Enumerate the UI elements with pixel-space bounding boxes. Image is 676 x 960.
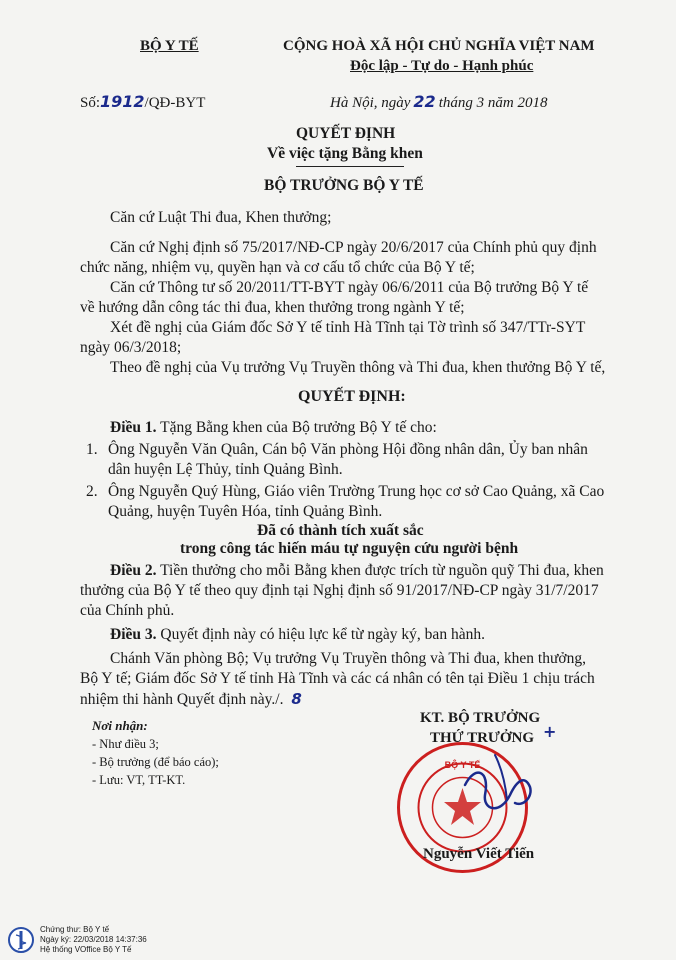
cert-line: Chứng thư: Bộ Y tế bbox=[40, 925, 110, 934]
achievement-line: trong công tác hiến máu tự nguyện cứu người bệnh bbox=[180, 540, 519, 557]
recipients-title: Nơi nhận: bbox=[92, 718, 148, 733]
preamble-line: Căn cứ Thông tư số 20/2011/TT-BYT ngày 06/6/2011 của Bộ trưởng Bộ Y tế bbox=[110, 279, 589, 296]
article-3-line: Bộ Y tế; Giám đốc Sở Y tế tỉnh Hà Tĩnh và các cá nhân có tên tại Điều 1 chịu trách bbox=[80, 670, 595, 687]
achievement-line: Đã có thành tích xuất sắc bbox=[257, 522, 424, 539]
preamble-line: về hướng dẫn công tác thi đua, khen thưởng trong ngành Y tế; bbox=[80, 299, 465, 316]
handwritten-number: 1912 bbox=[100, 92, 145, 111]
article-3-line: nhiệm thi hành Quyết định này./. 8 bbox=[80, 690, 302, 708]
preamble-line: Căn cứ Luật Thi đua, Khen thưởng; bbox=[110, 209, 332, 226]
article-3-line: Chánh Văn phòng Bộ; Vụ trưởng Vụ Truyền thông và Thi đua, khen thưởng, bbox=[110, 650, 586, 667]
seal-text: BỘ Y TẾ bbox=[444, 760, 481, 770]
list-item: Quảng, huyện Tuyên Hóa, tỉnh Quảng Bình. bbox=[108, 503, 383, 520]
preamble-line: chức năng, nhiệm vụ, quyền hạn và cơ cấu tổ chức của Bộ Y tế; bbox=[80, 259, 475, 276]
tick-mark: + bbox=[543, 722, 557, 741]
list-item: dân huyện Lệ Thủy, tỉnh Quảng Bình. bbox=[108, 461, 343, 478]
list-item-number: 2. bbox=[86, 483, 98, 500]
recipient-item: - Lưu: VT, TT-KT. bbox=[92, 773, 186, 787]
ministry-name: BỘ Y TẾ bbox=[140, 38, 199, 54]
article-2: Điều 2. Tiền thưởng cho mỗi Bằng khen được trích từ nguồn quỹ Thi đua, khen bbox=[110, 562, 604, 579]
recipient-item: - Như điều 3; bbox=[92, 737, 159, 751]
handwritten-signature bbox=[455, 745, 545, 830]
authority-title: BỘ TRƯỞNG BỘ Y TẾ bbox=[264, 177, 424, 194]
article-1: Điều 1. Tặng Bằng khen của Bộ trưởng Bộ Y tế cho: bbox=[110, 419, 437, 436]
preamble-line: ngày 06/3/2018; bbox=[80, 339, 182, 356]
list-item: Ông Nguyễn Văn Quân, Cán bộ Văn phòng Hội đồng nhân dân, Ủy ban nhân bbox=[108, 441, 588, 458]
article-2-line: thưởng của Bộ Y tế theo quy định tại Nghị định số 91/2017/NĐ-CP ngày 31/7/2017 bbox=[80, 582, 599, 599]
nation-title: CỘNG HOÀ XÃ HỘI CHỦ NGHĨA VIỆT NAM bbox=[283, 38, 595, 54]
handwritten-mark: 8 bbox=[291, 690, 302, 708]
article-3: Điều 3. Quyết định này có hiệu lực kể từ ngày ký, ban hành. bbox=[110, 626, 485, 643]
decision-number: Số:1912/QĐ-BYT bbox=[80, 92, 206, 111]
nation-motto: Độc lập - Tự do - Hạnh phúc bbox=[350, 58, 534, 74]
signature-role: THỨ TRƯỞNG bbox=[430, 730, 535, 746]
preamble-line: Theo đề nghị của Vụ trưởng Vụ Truyền thông và Thi đua, khen thưởng Bộ Y tế, bbox=[110, 359, 606, 376]
signer-name: Nguyễn Viết Tiến bbox=[423, 846, 535, 862]
handwritten-day: 22 bbox=[413, 92, 436, 111]
decision-subject: Về việc tặng Bằng khen bbox=[267, 145, 423, 162]
list-item: Ông Nguyễn Quý Hùng, Giáo viên Trường Trung học cơ sở Cao Quảng, xã Cao bbox=[108, 483, 605, 500]
recipient-item: - Bộ trưởng (để báo cáo); bbox=[92, 755, 219, 769]
preamble-line: Xét đề nghị của Giám đốc Sở Y tế tỉnh Hà Tĩnh tại Tờ trình số 347/TTr-SYT bbox=[110, 319, 586, 336]
decision-date: Hà Nội, ngày 22 tháng 3 năm 2018 bbox=[330, 92, 548, 111]
article-2-line: của Chính phủ. bbox=[80, 602, 175, 619]
cert-line: Ngày ký: 22/03/2018 14:37:36 bbox=[40, 935, 147, 944]
signature-role: KT. BỘ TRƯỞNG bbox=[420, 710, 541, 726]
list-item-number: 1. bbox=[86, 441, 98, 458]
decision-title: QUYẾT ĐỊNH bbox=[296, 125, 396, 142]
ministry-logo-icon bbox=[8, 925, 34, 955]
decision-heading: QUYẾT ĐỊNH: bbox=[298, 388, 406, 405]
cert-line: Hệ thống VOffice Bộ Y Tế bbox=[40, 945, 132, 954]
subject-underline bbox=[296, 166, 404, 167]
preamble-line: Căn cứ Nghị định số 75/2017/NĐ-CP ngày 20/6/2017 của Chính phủ quy định bbox=[110, 239, 597, 256]
